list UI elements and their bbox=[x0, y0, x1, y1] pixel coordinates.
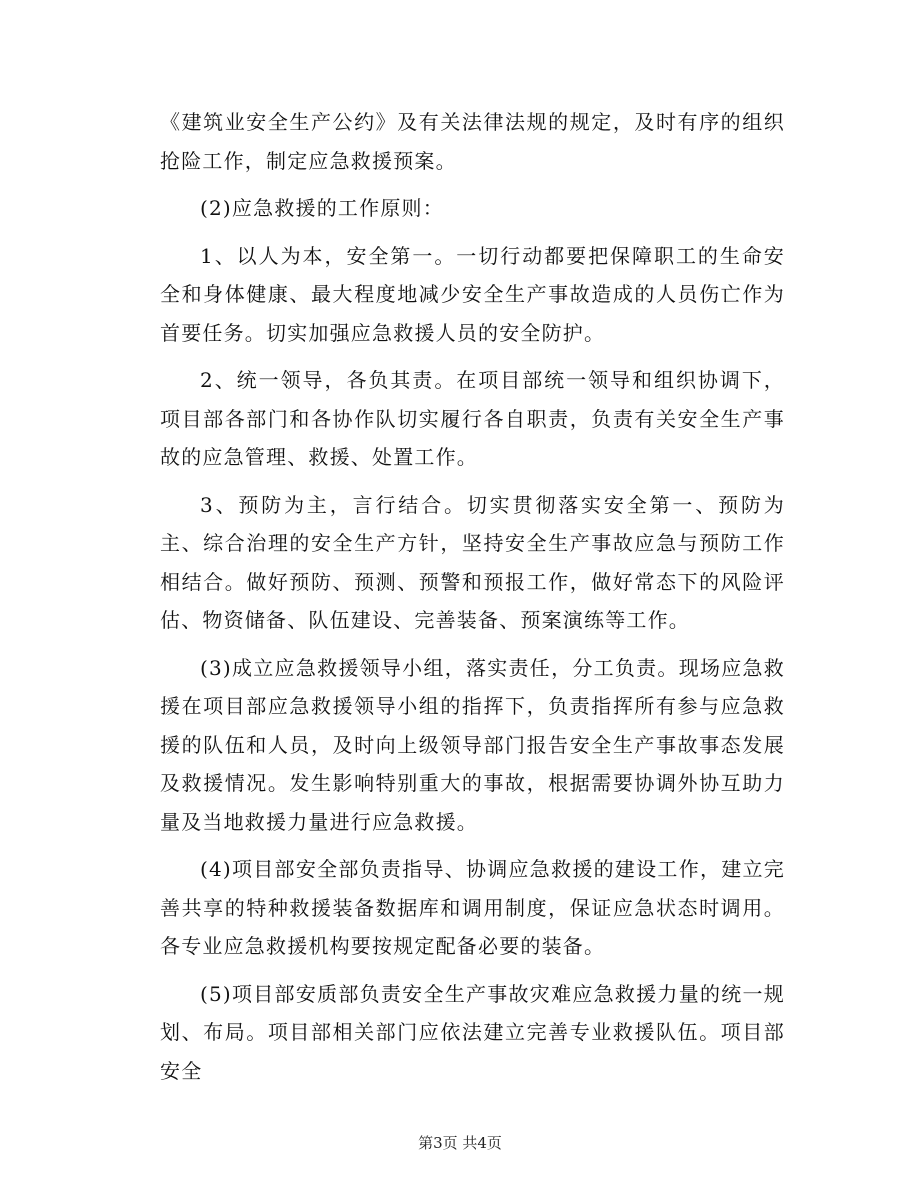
paragraph-5: 3、预防为主，言行结合。切实贯彻落实安全第一、预防为主、综合治理的安全生产方针，坚持安全生产事故应急与预防工作相结合。做好预防、预测、预警和预报工作，做好常态下的风险评估、物资储备、队伍建设、完善装备、预案演练等工作。 bbox=[160, 492, 785, 632]
document-body bbox=[160, 103, 785, 1099]
paragraph-1: 《建筑业安全生产公约》及有关法律法规的规定，及时有序的组织抢险工作，制定应急救援预案。 bbox=[160, 110, 785, 173]
paragraph-7: (4)项目部安全部负责指导、协调应急救援的建设工作，建立完善共享的特种救援装备数据库和调用制度，保证应急状态时调用。各专业应急救援机构要按规定配备必要的装备。 bbox=[160, 857, 785, 958]
paragraph-3: 1、以人为本，安全第一。一切行动都要把保障职工的生命安全和身体健康、最大程度地减少安全生产事故造成的人员伤亡作为首要任务。切实加强应急救援人员的安全防护。 bbox=[160, 243, 785, 345]
paragraph-2: (2)应急救援的工作原则： bbox=[200, 196, 444, 220]
paragraph-6: (3)成立应急救援领导小组，落实责任，分工负责。现场应急救援在项目部应急救援领导小组的指挥下，负责指挥所有参与应急救援的队伍和人员，及时向上级领导部门报告安全生产事故事态发展及救援情况。发生影响特别重大的事故，根据需要协调外协互助力量及当地救援力量进行应急救援。 bbox=[160, 655, 785, 834]
paragraph-8: (5)项目部安质部负责安全生产事故灾难应急救援力量的统一规划、布局。项目部相关部门应依法建立完善专业救援队伍。项目部安全 bbox=[160, 981, 785, 1083]
paragraph-4: 2、统一领导，各负其责。在项目部统一领导和组织协调下，项目部各部门和各协作队切实履行各自职责，负责有关安全生产事故的应急管理、救援、处置工作。 bbox=[160, 368, 785, 469]
page-number-footer: 第3页 共4页 bbox=[418, 1134, 502, 1152]
